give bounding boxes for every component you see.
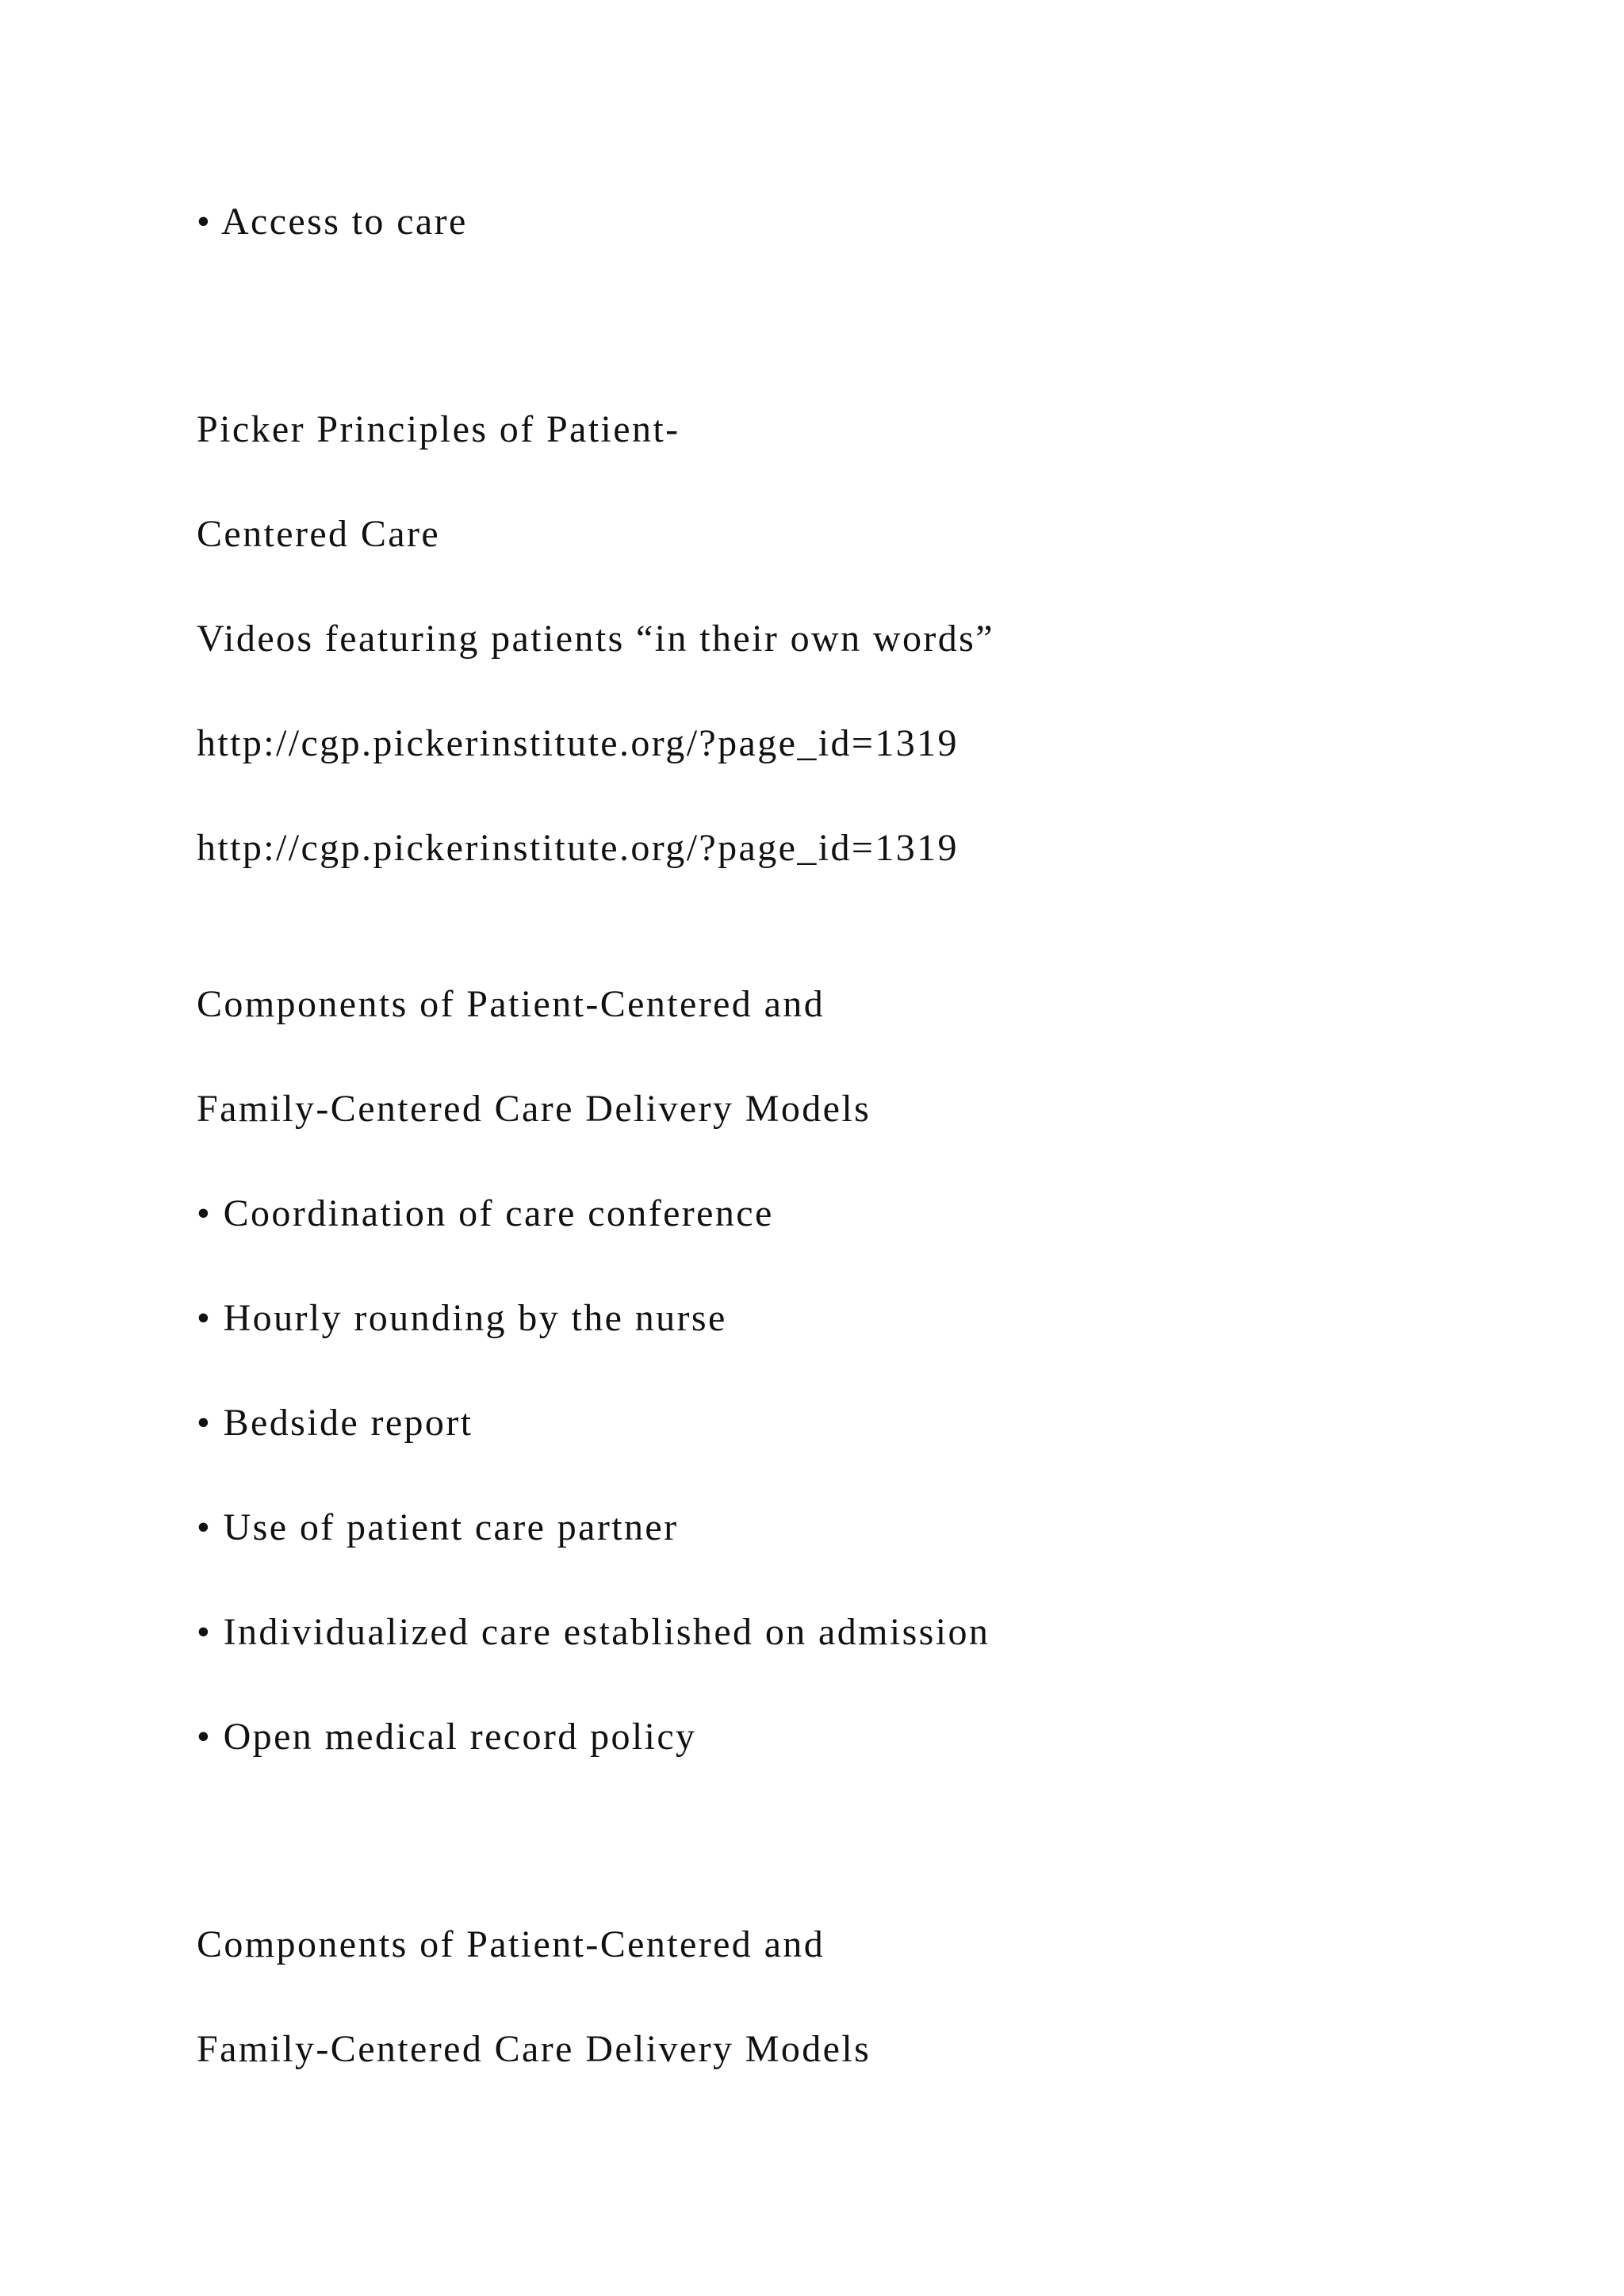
- bullet-coordination-of-care: • Coordination of care conference: [197, 1192, 774, 1234]
- bullet-open-medical-record: • Open medical record policy: [197, 1716, 697, 1758]
- heading-components-repeat-line-2: Family-Centered Care Delivery Models: [197, 2028, 871, 2070]
- heading-picker-principles-line-2: Centered Care: [197, 513, 441, 555]
- heading-components-repeat-line-1: Components of Patient-Centered and: [197, 1923, 825, 1965]
- bullet-individualized-care: • Individualized care established on admission: [197, 1611, 990, 1653]
- heading-components-line-2: Family-Centered Care Delivery Models: [197, 1088, 871, 1130]
- url-text-1: http://cgp.pickerinstitute.org/?page_id=1319: [197, 722, 959, 764]
- url-text-2: http://cgp.pickerinstitute.org/?page_id=1319: [197, 827, 959, 869]
- bullet-patient-care-partner: • Use of patient care partner: [197, 1506, 679, 1548]
- bullet-bedside-report: • Bedside report: [197, 1402, 473, 1444]
- bullet-access-to-care: • Access to care: [197, 201, 468, 243]
- heading-components-line-1: Components of Patient-Centered and: [197, 983, 825, 1025]
- bullet-hourly-rounding: • Hourly rounding by the nurse: [197, 1297, 727, 1339]
- heading-picker-principles-line-1: Picker Principles of Patient-: [197, 408, 680, 450]
- videos-description: Videos featuring patients “in their own words”: [197, 618, 994, 660]
